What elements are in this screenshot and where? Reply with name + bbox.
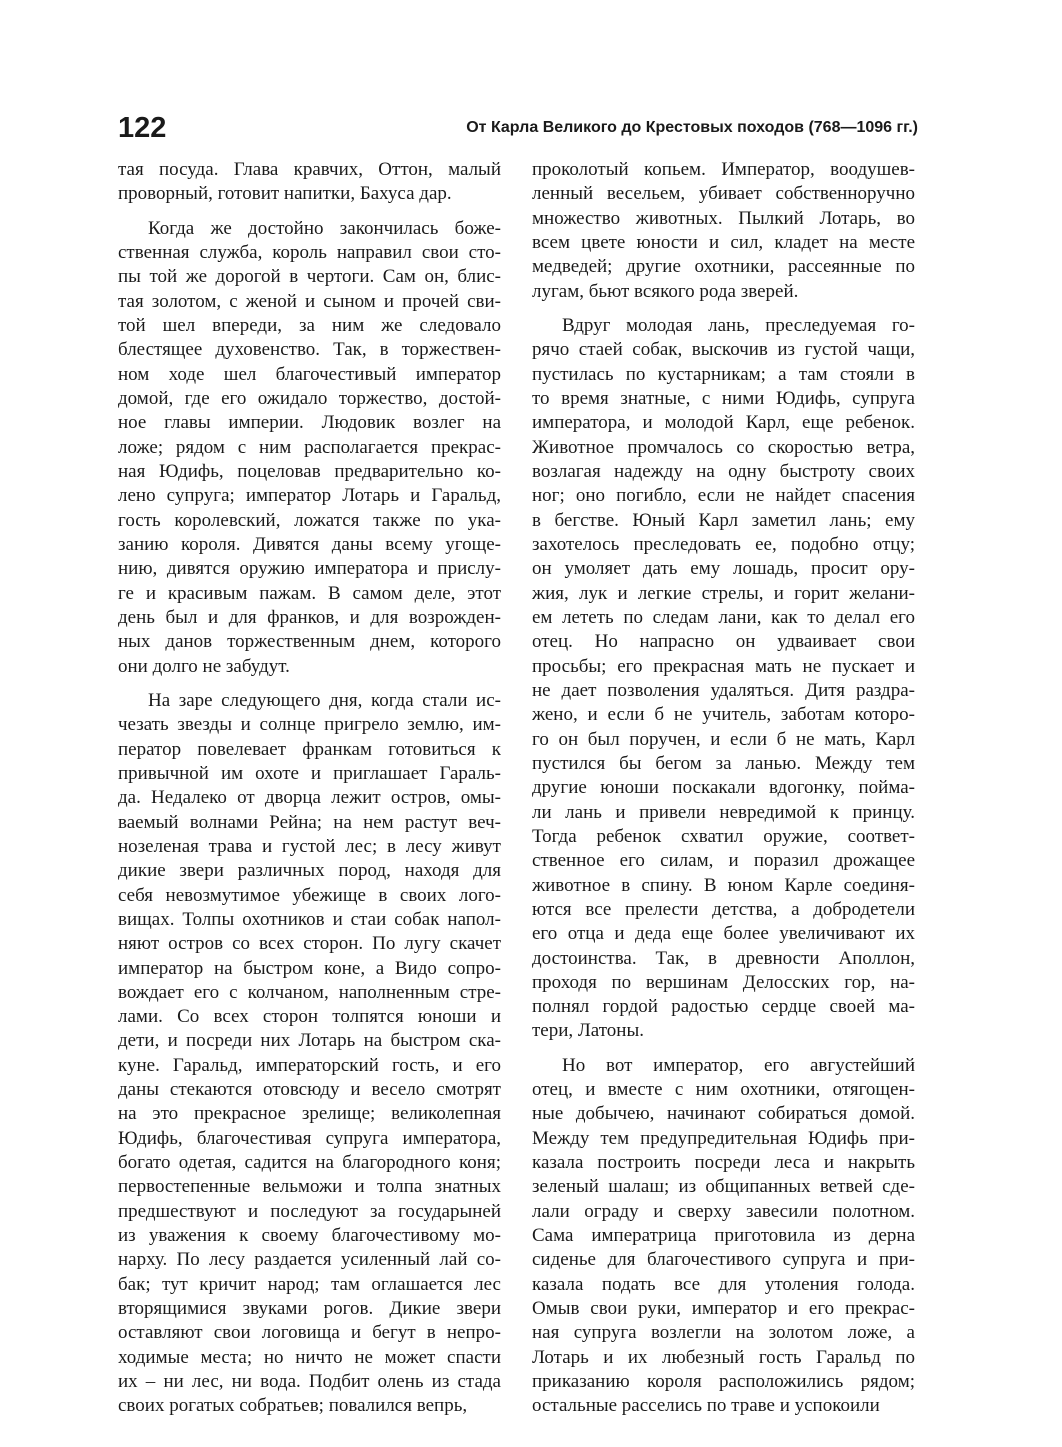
text-line: остальные расселись по траве и успокоили	[532, 1395, 880, 1417]
paragraph	[532, 314, 915, 1044]
text-line: тая золотом, с женой и сыном и прочей сви-	[118, 290, 501, 312]
text-line: Юдифь, благочестивая супруга императора,	[118, 1127, 501, 1149]
text-line: куне. Гаральд, императорский гость, и его	[118, 1054, 501, 1076]
paragraph-gap	[118, 207, 501, 217]
text-line: ваемый волнами Рейна; на нем растут веч-	[118, 811, 501, 833]
page-number: 122	[118, 112, 167, 144]
running-head: От Карла Великого до Крестовых походов (768—1096 гг.)	[466, 119, 918, 136]
text-line: казала построить посреди леса и накрыть	[532, 1152, 915, 1174]
text-line: ная Юдифь, поцеловав предварительно ко-	[118, 460, 501, 482]
text-line: Между тем предупредительная Юдифь при-	[532, 1127, 915, 1149]
text-line: животное в спину. В юном Карле соединя-	[532, 874, 915, 896]
text-line: даны стекаются отовсюду и весело смотрят	[118, 1079, 501, 1101]
text-line: ное главы империи. Людовик возлег на	[118, 412, 501, 434]
text-line: да. Недалеко от дворца лежит остров, омы-	[118, 787, 501, 809]
text-line: их – ни лес, ни вода. Подбит олень из стада	[118, 1371, 501, 1393]
text-line: ге и красивым пажам. В самом деле, этот	[118, 582, 501, 604]
text-line: достоинства. Так, в древности Аполлон,	[532, 947, 915, 969]
text-line: возлагая надежду на одну быстроту своих	[532, 460, 915, 482]
text-line: жено, и если б не учитель, заботам которо-	[532, 704, 915, 726]
text-line: ложе; рядом с ним располагается прекрас-	[118, 436, 501, 458]
text-line: той шел впереди, за ним же следовало	[118, 314, 501, 336]
text-line: тая посуда. Глава кравчих, Оттон, малый	[118, 159, 501, 180]
text-line: они долго не забудут.	[118, 655, 290, 677]
text-line: приказанию короля расположились рядом;	[532, 1371, 915, 1393]
text-line: дикие звери различных пород, находя для	[118, 860, 501, 882]
text-line: привычной им охоте и приглашает Гараль-	[118, 762, 501, 784]
text-line: вищах. Толпы охотников и стаи собак напол-	[118, 908, 501, 930]
text-line: ном ходе шел благочестивый император	[118, 363, 501, 385]
text-line: няют остров со всех сторон. По лугу скачет	[118, 933, 501, 955]
text-line: казала подать все для утоления голода.	[532, 1273, 915, 1295]
text-line: первостепенные вельможи и толпа знатных	[118, 1176, 501, 1198]
text-line: то время знатные, с ними Юдифь, супруга	[532, 387, 915, 409]
text-line: множество животных. Пылкий Лотарь, во	[532, 207, 915, 229]
text-line: всем цвете юности и сил, кладет на месте	[532, 231, 915, 253]
text-line: ная супруга возлегли на золотом ложе, а	[532, 1322, 915, 1344]
text-line: Омыв свои руки, император и его прекрас-	[532, 1298, 915, 1320]
text-line: день был и для франков, и для возрожден-	[118, 606, 501, 628]
text-line: Животное промчалось со скоростью ветра,	[532, 436, 915, 458]
text-line: проходя по вершинам Делосских гор, на-	[532, 971, 915, 993]
text-line: предшествуют и последуют за государыней	[118, 1200, 501, 1222]
text-line: занию короля. Дивятся даны всему угоще-	[118, 533, 501, 555]
text-line: он умоляет дать ему лошадь, просит ору-	[532, 558, 915, 580]
text-line: зеленый шалаш; из общипанных ветвей сде-	[532, 1176, 915, 1198]
text-line: ли лань и привели невредимой к принцу.	[532, 801, 915, 823]
text-line: из уважения к своему благочестивому мо-	[118, 1225, 501, 1247]
text-line: себя невозмутимое убежище в своих лого-	[118, 884, 501, 906]
text-line: го он был поручен, и если б не мать, Карл	[532, 728, 915, 750]
text-line: отец. Но напрасно он удваивает свои	[532, 631, 915, 653]
paragraph	[532, 158, 915, 304]
paragraph-gap	[532, 304, 915, 314]
text-line: пустился бы бегом за ланью. Между тем	[532, 752, 915, 774]
text-line: захотелось преследовать ее, подобно отцу;	[532, 533, 915, 555]
paragraph	[532, 1054, 915, 1419]
text-line: домой, где его ожидало торжество, достой-	[118, 387, 501, 409]
text-line: тери, Латоны.	[532, 1020, 644, 1042]
text-line: лено супруга; император Лотарь и Гаральд,	[118, 485, 501, 507]
text-line: просьбы; его прекрасная мать не пускает и	[532, 655, 915, 677]
text-line: лали ограду и сверху завесили полотном.	[532, 1200, 915, 1222]
paragraph	[118, 689, 501, 1419]
text-line: ем лететь по следам лани, как то делал его	[532, 606, 915, 628]
text-line: проворный, готовит напитки, Бахуса дар.	[118, 183, 452, 205]
text-line: полнял гордой радостью сердце своей ма-	[532, 996, 915, 1018]
text-column-left	[118, 158, 501, 1419]
text-line: вождает его с колчаном, наполненным стре-	[118, 981, 501, 1003]
text-line: нарху. По лесу раздается усиленный лай со-	[118, 1249, 501, 1271]
text-line: нию, дивятся оружию императора и прислу-	[118, 558, 501, 580]
text-line: Но вот император, его августейший	[562, 1054, 915, 1076]
text-line: пустилась по кустарникам; а там стояли в	[532, 363, 915, 385]
text-line: в бегстве. Юный Карл заметил лань; ему	[532, 509, 915, 531]
text-line: ственная служба, король направил свои сто-	[118, 241, 501, 263]
text-line: блестящее духовенство. Так, в торжествен-	[118, 339, 501, 361]
text-line: медведей; другие охотники, рассеянные по	[532, 256, 915, 278]
text-line: отец, и вместе с ним охотники, отягощен-	[532, 1079, 915, 1101]
paragraph	[118, 158, 501, 207]
text-line: нозеленая трава и густой лес; в лесу живут	[118, 835, 501, 857]
text-line: лугам, бьют всякого рода зверей.	[532, 280, 799, 302]
text-line: сиденье для благочестивого супруга и при-	[532, 1249, 915, 1271]
text-line: Сама императрица приготовила из дерна	[532, 1225, 915, 1247]
page-header	[118, 108, 918, 148]
text-line: Вдруг молодая лань, преследуемая го-	[562, 314, 915, 336]
text-line: ператор повелевает франкам готовиться к	[118, 738, 501, 760]
text-line: своих рогатых собратьев; повалился вепрь,	[118, 1395, 468, 1417]
paragraph-gap	[532, 1044, 915, 1054]
text-line: ные добычею, начинают собираться домой.	[532, 1103, 915, 1125]
text-line: на это прекрасное зрелище; великолепная	[118, 1103, 501, 1125]
paragraph-gap	[118, 679, 501, 689]
text-line: вторящимися звуками рогов. Дикие звери	[118, 1298, 501, 1320]
text-line: ходимые места; но ничто не может спасти	[118, 1346, 501, 1368]
text-line: ленный весельем, убивает собственноручно	[532, 183, 915, 205]
text-line: ног; оно погибло, если не найдет спасения	[532, 485, 915, 507]
text-line: гость королевский, ложатся также по ука-	[118, 509, 501, 531]
text-line: чезать звезды и солнце пригрело землю, им-	[118, 714, 501, 736]
text-line: другие юноши поскакали вдогонку, пойма-	[532, 777, 915, 799]
text-line: богато одетая, садится на благородного коня;	[118, 1152, 501, 1174]
paragraph	[118, 217, 501, 679]
text-line: оставляют свои логовища и бегут в непро-	[118, 1322, 501, 1344]
text-column-right	[532, 158, 915, 1419]
text-line: ственное его силам, и поразил дрожащее	[532, 850, 915, 872]
text-line: Лотарь и их любезный гость Гаральд по	[532, 1346, 915, 1368]
text-line: Тогда ребенок схватил оружие, соответ-	[532, 825, 915, 847]
text-line: императора, и молодой Карл, еще ребенок.	[532, 412, 915, 434]
text-line: его отца и деда еще более увеличивают их	[532, 923, 915, 945]
text-line: дети, и посреди них Лотарь на быстром ска-	[118, 1030, 501, 1052]
text-line: Когда же достойно закончилась боже-	[148, 217, 501, 239]
text-line: пы той же дорогой в чертоги. Сам он, блис-	[118, 266, 501, 288]
text-line: не дает позволения удаляться. Дитя раздра-	[532, 679, 915, 701]
text-line: На заре следующего дня, когда стали ис-	[148, 689, 501, 711]
text-line: бак; тут кричит народ; там оглашается лес	[118, 1273, 501, 1295]
text-line: ных данов торжественным днем, которого	[118, 631, 501, 653]
text-line: проколотый копьем. Император, воодушев-	[532, 159, 915, 180]
text-line: жия, лук и легкие стрелы, и горит желани-	[532, 582, 915, 604]
text-line: ются все прелести детства, а добродетели	[532, 898, 915, 920]
text-line: лами. Со всех сторон толпятся юноши и	[118, 1006, 501, 1028]
text-line: рячо стаей собак, выскочив из густой чащи,	[532, 339, 915, 361]
text-line: император на быстром коне, а Видо сопро-	[118, 957, 501, 979]
